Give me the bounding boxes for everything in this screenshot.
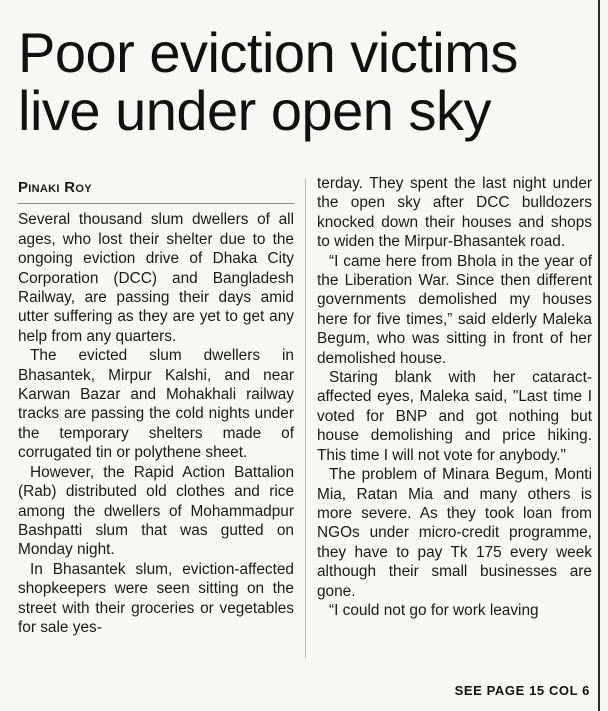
paragraph: terday. They spent the last night under the open sky after DCC bulldozers knocked down their houses and shops to widen the Mirpur-Bhasantek road. — [317, 175, 592, 251]
continuation-note: SEE PAGE 15 COL 6 — [454, 683, 590, 698]
left-column — [18, 178, 294, 637]
paragraph: Several thousand slum dwellers of all ages, who lost their shelter due to the ongoing eviction drive of Dhaka City Corporation (DCC) and Bangladesh Railway, are passing their days amid utter suffering as they are yet to get any help from any quarters. — [18, 211, 294, 345]
paragraph: “I could not go for work leaving — [329, 601, 539, 619]
paragraph: However, the Rapid Action Battalion (Rab) distributed old clothes and rice among the dwellers of Mohammadpur Bashpatti slum that was gutted on Monday night. — [18, 463, 294, 559]
column-divider — [305, 178, 306, 658]
paragraph: Staring blank with her cataract-affected eyes, Maleka said, "Last time I voted for BNP and got nothing but house demolishing and price hiking. This time I will not vote for anybody." — [317, 369, 592, 464]
headline — [18, 21, 593, 142]
byline: Pinaki Roy — [18, 178, 294, 204]
headline-line-2: live under open sky — [18, 79, 492, 142]
right-column — [317, 174, 592, 620]
paragraph: The problem of Minara Begum, Monti Mia, Ratan Mia and many others is more severe. As they took loan from NGOs under micro-credit programme, they have to pay Tk 175 every week although their small businesses are gone. — [317, 466, 592, 600]
page-edge-rule — [598, 0, 600, 711]
paragraph: The evicted slum dwellers in Bhasantek, Mirpur Kalshi, and near Karwan Bazar and Mohakhali railway tracks are passing the cold nights under the temporary shelters made of corrugated tin or polythene sheet. — [18, 347, 294, 462]
paragraph: “I came here from Bhola in the year of the Liberation War. Since then different governments demolished my houses here for five times,” said elderly Maleka Begum, who was sitting in front of her demolished house. — [317, 252, 592, 367]
headline-line-1: Poor eviction victims — [18, 21, 518, 84]
paragraph: In Bhasantek slum, eviction-affected shopkeepers were seen sitting on the street with their groceries or vegetables for sale yes- — [18, 560, 294, 636]
